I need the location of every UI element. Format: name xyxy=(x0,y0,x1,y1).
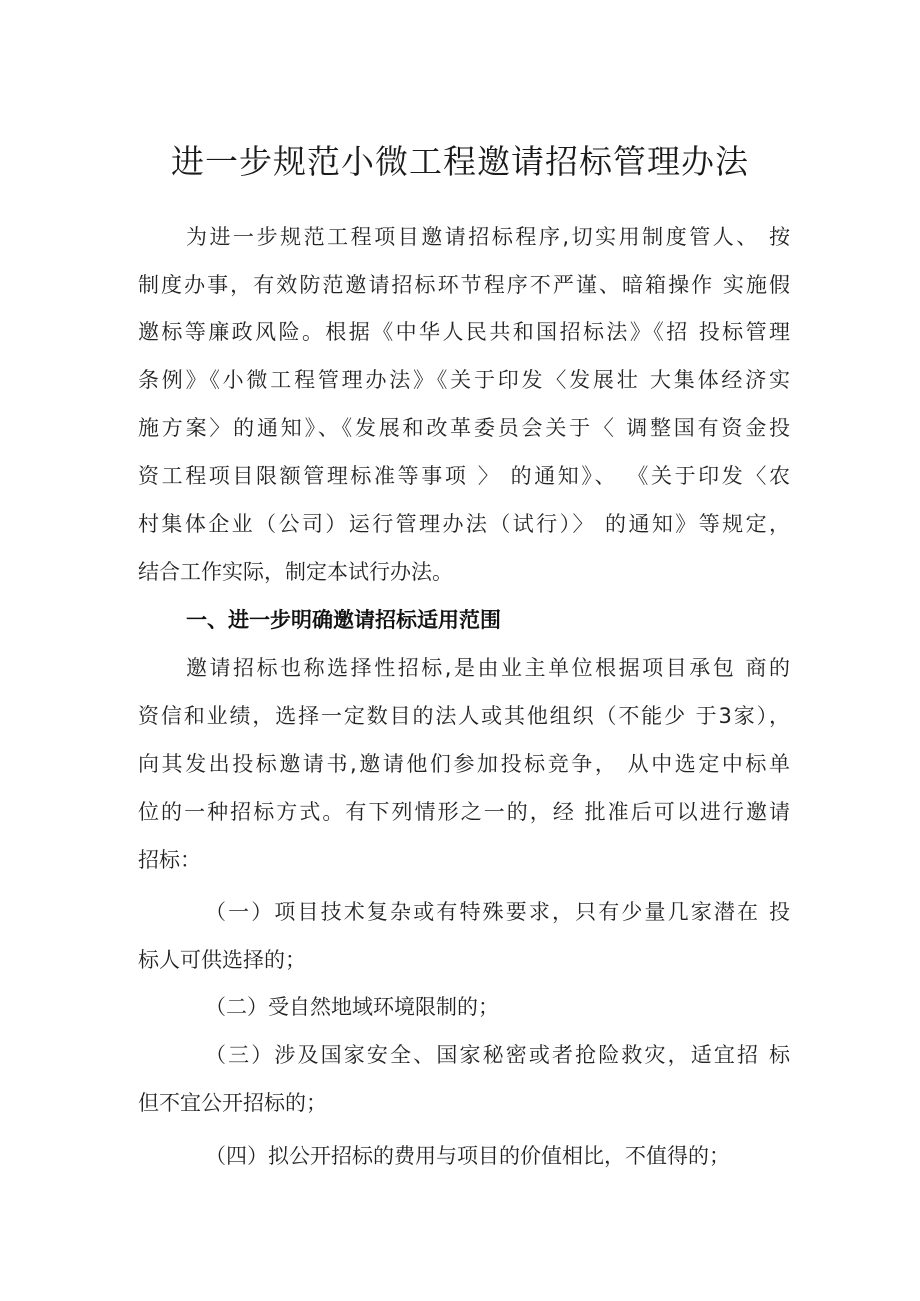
list-item-line: （一）项目技术复杂或有特殊要求，只有少量几家潜在 投 xyxy=(205,900,790,924)
paragraph-line: 招标： xyxy=(138,848,201,872)
paragraph-line: 位的一种招标方式。有下列情形之一的，经 批准后可以进行邀请 xyxy=(138,800,790,824)
list-item-line: （二）受自然地域环境限制的； xyxy=(205,995,499,1019)
paragraph-line: 邀请招标也称选择性招标,是由业主单位根据项目承包 商的 xyxy=(186,656,790,680)
list-item-line: 但不宜公开招标的； xyxy=(138,1091,327,1115)
list-item-line: （三）涉及国家安全、国家秘密或者抢险救灾，适宜招 标 xyxy=(205,1043,790,1067)
paragraph-line: 资信和业绩，选择一定数目的法人或其他组织（不能少 于3家）， xyxy=(138,704,790,728)
paragraph-line: 邀标等廉政风险。根据《中华人民共和国招标法》《招 投标管理 xyxy=(138,320,790,344)
paragraph-line: 为进一步规范工程项目邀请招标程序,切实用制度管人、 按 xyxy=(186,225,790,249)
paragraph-line: 资工程项目限额管理标准等事项 〉 的通知》、 《关于印发〈农 xyxy=(138,464,790,488)
paragraph-line: 向其发出投标邀请书,邀请他们参加投标竞争， 从中选定中标单 xyxy=(138,752,790,776)
list-item-line: （四）拟公开招标的费用与项目的价值相比，不值得的； xyxy=(205,1144,730,1168)
paragraph-line: 施方案〉的通知》、《发展和改革委员会关于〈 调整国有资金投 xyxy=(138,416,790,440)
paragraph-line: 村集体企业（公司）运行管理办法（试行）〉 的通知》等规定， xyxy=(138,512,790,536)
document-title: 进一步规范小微工程邀请招标管理办法 xyxy=(171,142,749,181)
section-heading: 一、进一步明确邀请招标适用范围 xyxy=(186,608,501,632)
paragraph-line: 结合工作实际，制定本试行办法。 xyxy=(138,560,453,584)
paragraph-line: 制度办事，有效防范邀请招标环节程序不严谨、暗箱操作 实施假 xyxy=(138,273,790,297)
list-item-line: 标人可供选择的； xyxy=(138,948,306,972)
paragraph-line: 条例》《小微工程管理办法》《关于印发〈发展壮 大集体经济实 xyxy=(138,368,790,392)
